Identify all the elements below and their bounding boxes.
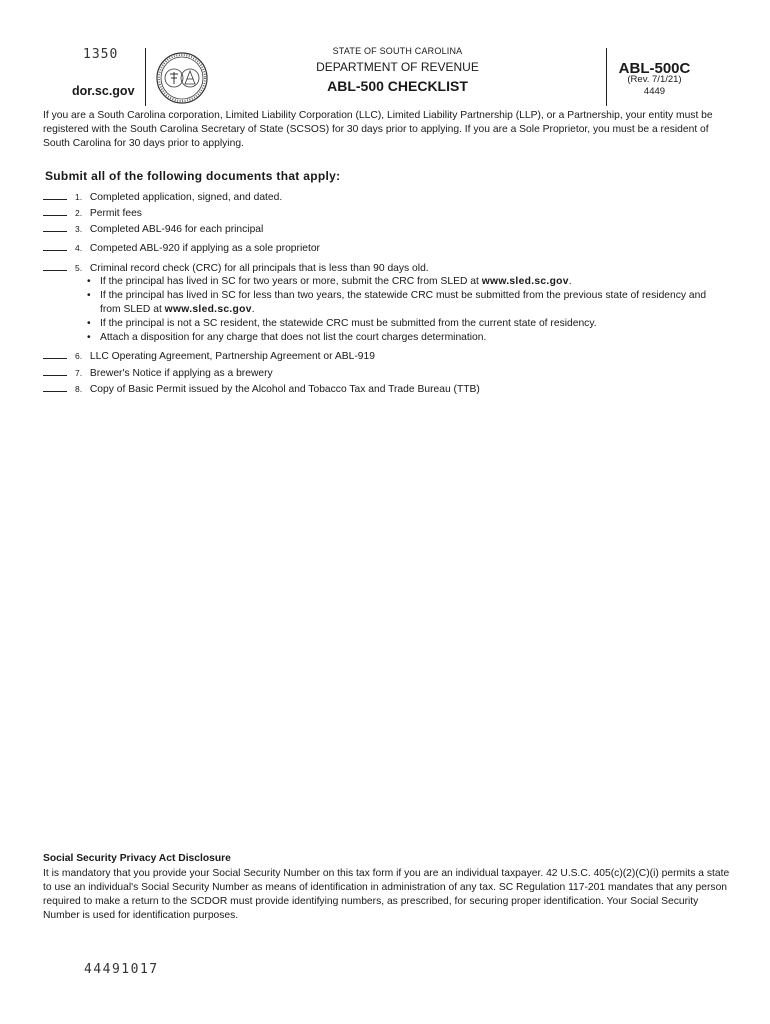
check-blank[interactable] (43, 222, 67, 232)
checklist-item (43, 206, 733, 221)
revision-date: (Rev. 7/1/21) (627, 74, 682, 85)
revision-code: 4449 (643, 86, 666, 97)
sled-link[interactable]: www.sled.sc.gov (164, 304, 252, 315)
form-id-code: 1350 (83, 47, 119, 62)
item-text: LLC Operating Agreement, Partnership Agreement or ABL-919 (89, 351, 375, 362)
crc-bullet (87, 317, 727, 331)
item-text: Permit fees (89, 208, 142, 219)
item-number: 1. (75, 192, 83, 202)
checklist-item (43, 241, 733, 256)
crc-bullet (87, 275, 727, 289)
page-title: ABL-500 CHECKLIST (327, 78, 468, 94)
bullet-text: If the principal has lived in SC for less than two years, the statewide CRC must be submitted from the previous state of residency and from SLED at (100, 290, 707, 315)
checklist-item (43, 382, 733, 397)
crc-bullet (87, 331, 727, 345)
item-number: 2. (75, 208, 83, 218)
state-name: STATE OF SOUTH CAROLINA (332, 46, 463, 56)
item-number: 8. (75, 384, 83, 394)
website-label: dor.sc.gov (72, 84, 135, 98)
header-divider-left (145, 48, 146, 106)
item-text: Completed ABL-946 for each principal (89, 224, 264, 235)
bullet-text: If the principal is not a SC resident, the statewide CRC must be submitted from the current state of residency. (100, 318, 597, 329)
item-text: Completed application, signed, and dated. (89, 192, 283, 203)
form-number: ABL-500C (618, 60, 691, 77)
sled-link[interactable]: www.sled.sc.gov (481, 276, 569, 287)
check-blank[interactable] (43, 382, 67, 392)
item-text: Copy of Basic Permit issued by the Alcohol and Tobacco Tax and Trade Bureau (TTB) (89, 384, 480, 395)
checklist-item (43, 366, 733, 381)
check-blank[interactable] (43, 206, 67, 216)
item-text: Brewer's Notice if applying as a brewery (89, 368, 273, 379)
form-barcode-number: 44491017 (84, 962, 159, 977)
item-number: 7. (75, 368, 83, 378)
bullet-end: . (568, 276, 572, 287)
check-blank[interactable] (43, 241, 67, 251)
intro-paragraph: If you are a South Carolina corporation, Limited Liability Corporation (LLC), Limited Liability Partnership (LLP), or a Partnership, your entity must be registered with the South Carolina Secretary of State (SCSOS) for 30 days prior to applying. If you are a Sole Proprietor, you must be a resident of South Carolina for 30 days prior to applying. (43, 110, 713, 149)
checklist-item (43, 190, 733, 205)
state-seal-icon (156, 52, 208, 104)
privacy-body: It is mandatory that you provide your Social Security Number on this tax form if you are an individual taxpayer. 42 U.S.C. 405(c)(2)(C)(i) permits a state to use an individual's Social Security Number as means of identification in administration of any tax. SC Regulation 117-201 mandates that any person required to make a return to the SCDOR must provide identifying numbers, as prescribed, for securing proper identification. Your Social Security Number is used for identification purposes. (43, 868, 730, 921)
department-name: DEPARTMENT OF REVENUE (316, 60, 479, 74)
item-text: Criminal record check (CRC) for all principals that is less than 90 days old. (89, 263, 429, 274)
check-blank[interactable] (43, 349, 67, 359)
checklist-item (43, 349, 733, 364)
bullet-end: . (251, 304, 255, 315)
crc-bullet-list (87, 275, 727, 345)
bullet-text: If the principal has lived in SC for two years or more, submit the CRC from SLED at (100, 276, 482, 287)
item-number: 6. (75, 351, 83, 361)
item-number: 4. (75, 243, 83, 253)
checklist-item (43, 261, 733, 276)
item-number: 3. (75, 224, 83, 234)
check-blank[interactable] (43, 261, 67, 271)
privacy-title: Social Security Privacy Act Disclosure (43, 853, 231, 864)
item-text: Competed ABL-920 if applying as a sole proprietor (89, 243, 320, 254)
submit-heading: Submit all of the following documents that apply: (45, 169, 341, 183)
checklist-item (43, 222, 733, 237)
check-blank[interactable] (43, 190, 67, 200)
item-number: 5. (75, 263, 83, 273)
bullet-text: Attach a disposition for any charge that does not list the court charges determination. (100, 332, 487, 343)
crc-bullet (87, 289, 727, 317)
check-blank[interactable] (43, 366, 67, 376)
